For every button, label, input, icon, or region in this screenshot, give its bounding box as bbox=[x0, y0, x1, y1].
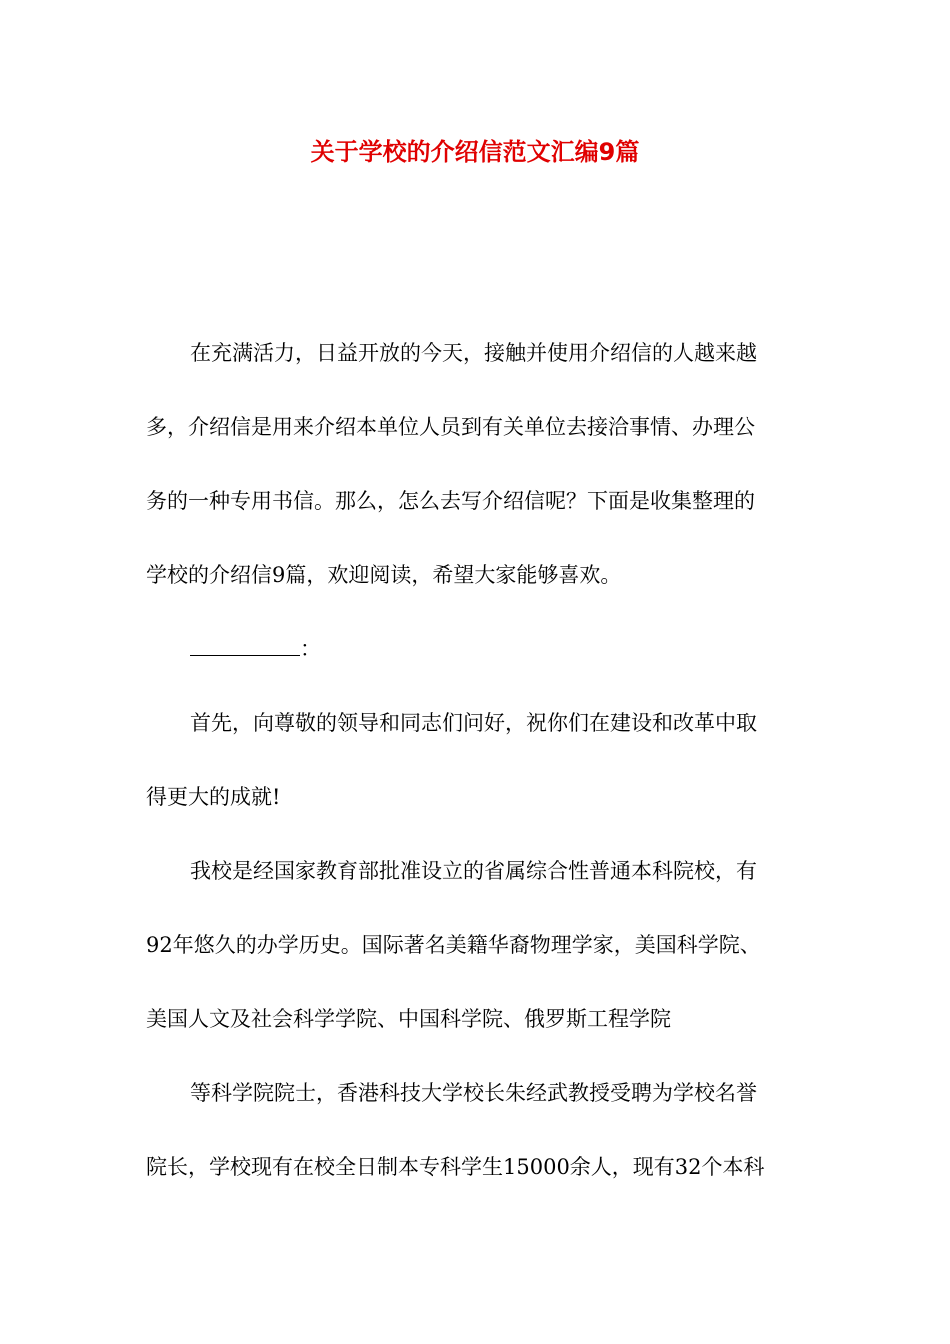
paragraph-line: 务的一种专用书信。那么，怎么去写介绍信呢？下面是收集整理的 bbox=[146, 489, 755, 513]
paragraph-line: 首先，向尊敬的领导和同志们问好，祝你们在建设和改革中取 bbox=[190, 711, 757, 735]
paragraph-line: 学校的介绍信9篇，欢迎阅读，希望大家能够喜欢。 bbox=[146, 563, 622, 587]
paragraph-line: 美国人文及社会科学学院、中国科学院、俄罗斯工程学院 bbox=[146, 1007, 671, 1031]
document-body bbox=[146, 316, 806, 1204]
paragraph-line: 等科学院院士，香港科技大学校长朱经武教授受聘为学校名誉 bbox=[190, 1081, 757, 1105]
paragraph-line: 在充满活力，日益开放的今天，接触并使用介绍信的人越来越 bbox=[190, 341, 757, 365]
paragraph-line: 92年悠久的办学历史。国际著名美籍华裔物理学家，美国科学院、 bbox=[146, 933, 761, 957]
paragraph-line: 我校是经国家教育部批准设立的省属综合性普通本科院校，有 bbox=[190, 859, 757, 883]
document-title: 关于学校的介绍信范文汇编9篇 bbox=[310, 138, 640, 166]
recipient-blank bbox=[190, 633, 300, 656]
salutation-colon: ： bbox=[300, 637, 321, 661]
paragraph-line: 院长，学校现有在校全日制本专科学生15000余人，现有32个本科 bbox=[146, 1155, 765, 1179]
paragraph-line: 得更大的成就! bbox=[146, 785, 281, 809]
salutation-line bbox=[146, 612, 806, 686]
paragraph-line: 多，介绍信是用来介绍本单位人员到有关单位去接洽事情、办理公 bbox=[146, 415, 755, 439]
